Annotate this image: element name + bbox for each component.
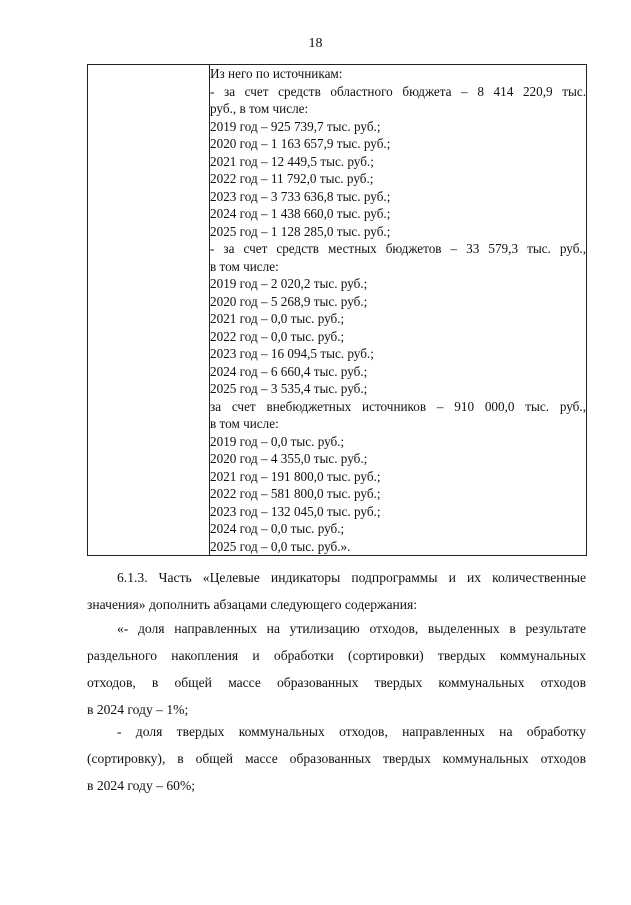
paragraph-line: «- доля направленных на утилизацию отходов, выделенных в результате (117, 621, 586, 636)
paragraph-line: отходов, в общей массе образованных твердых коммунальных отходов (87, 675, 586, 690)
table-line: 2024 год – 0,0 тыс. руб.; (210, 521, 345, 536)
table-line: за счет внебюджетных источников – 910 000,0 тыс. руб., (210, 398, 586, 414)
table-line: 2025 год – 1 128 285,0 тыс. руб.; (210, 223, 391, 239)
table-line: Из него по источникам: (210, 66, 343, 81)
page-number: 18 (308, 36, 323, 51)
paragraph-line: в 2024 году – 60%; (87, 778, 196, 793)
table-line: 2023 год – 3 733 636,8 тыс. руб.; (210, 188, 391, 204)
table-line: 2021 год – 191 800,0 тыс. руб.; (210, 468, 381, 484)
table-line: в том числе: (210, 258, 279, 274)
table-right-cell (210, 65, 587, 556)
table-line: 2023 год – 16 094,5 тыс. руб.; (210, 346, 374, 361)
table-line: - за счет средств областного бюджета – 8 414 220,9 тыс. (210, 83, 586, 99)
table-line: 2020 год – 5 268,9 тыс. руб.; (210, 293, 368, 309)
table-line: 2022 год – 581 800,0 тыс. руб.; (210, 486, 381, 501)
table-line: 2020 год – 1 163 657,9 тыс. руб.; (210, 136, 391, 151)
table-line: 2019 год – 2 020,2 тыс. руб.; (210, 276, 368, 291)
table-line: в том числе: (210, 416, 279, 431)
table-line: 2025 год – 0,0 тыс. руб.». (210, 538, 351, 554)
table-line: 2024 год – 6 660,4 тыс. руб.; (210, 363, 368, 379)
table-line: руб., в том числе: (210, 101, 309, 116)
paragraph-line: 6.1.3. Часть «Целевые индикаторы подпрограммы и их количественные (117, 570, 586, 585)
paragraph-line: - доля твердых коммунальных отходов, направленных на обработку (117, 724, 586, 739)
table-line: 2020 год – 4 355,0 тыс. руб.; (210, 451, 368, 466)
table-line: 2022 год – 11 792,0 тыс. руб.; (210, 171, 374, 186)
paragraph-section-6-1-3 (87, 568, 586, 622)
paragraph-line: раздельного накопления и обработки (сортировки) твердых коммунальных (87, 648, 586, 663)
table-line: 2019 год – 925 739,7 тыс. руб.; (210, 118, 381, 134)
paragraph-line: в 2024 году – 1%; (87, 702, 189, 717)
table-line: 2019 год – 0,0 тыс. руб.; (210, 433, 345, 449)
table-line: 2024 год – 1 438 660,0 тыс. руб.; (210, 206, 391, 221)
paragraph-line: (сортировку), в общей массе образованных твердых коммунальных отходов (87, 751, 586, 766)
paragraph-indicator-sorting (87, 722, 586, 803)
table-line: 2021 год – 0,0 тыс. руб.; (210, 311, 345, 326)
paragraph-indicator-utilization (87, 619, 586, 727)
table-line: 2023 год – 132 045,0 тыс. руб.; (210, 503, 381, 519)
funding-sources-table (87, 64, 587, 556)
table-line: 2025 год – 3 535,4 тыс. руб.; (210, 381, 368, 396)
table-line: - за счет средств местных бюджетов – 33 579,3 тыс. руб., (210, 241, 586, 256)
table-line: 2022 год – 0,0 тыс. руб.; (210, 328, 345, 344)
table-line: 2021 год – 12 449,5 тыс. руб.; (210, 153, 374, 169)
table-row (88, 65, 587, 556)
table-left-cell (88, 65, 210, 556)
paragraph-line: значения» дополнить абзацами следующего содержания: (87, 597, 418, 612)
